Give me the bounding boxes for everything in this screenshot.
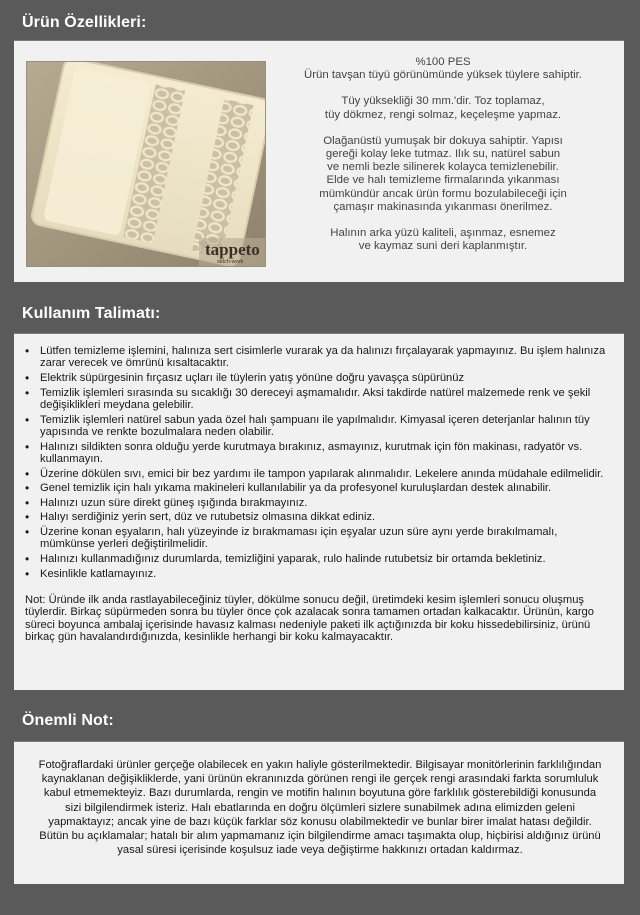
- list-item: • Lütfen temizleme işlemini, halınıza sert cisimlerle vurarak ya da halınızı fırçalayarak yapmayınız. Bu işlem halınıza zarar verecek ve ömrünü kısaltacaktır.: [25, 345, 615, 370]
- feature-paragraph: Olağanüstü yumuşak bir dokuya sahiptir. Yapısı gereği kolay leke tutmaz. Ilık su, natürel sabun ve nemli bezle silinerek kolayca temizlenebilir. Elde ve halı temizleme firmalarında yıkanması mümkündür ancak ürün formu bozulabileceği için çamaşır makinasında yıkanması önerilmez.: [319, 134, 567, 213]
- feature-paragraph: Tüy yüksekliği 30 mm.'dir. Toz toplamaz, tüy dökmez, rengi solmaz, keçeleşme yapmaz.: [324, 95, 562, 121]
- list-item: • Elektrik süpürgesinin fırçasız uçları ile tüylerin yatış yönüne doğru yavaşça süpürünüz: [25, 372, 615, 384]
- list-item: • Temizlik işlemleri natürel sabun yada özel halı şampuanı ile yapılmalıdır. Kimyasal içeren deterjanlar halının tüy yapısında ve renkte bozulmalara neden olabilir.: [25, 414, 615, 439]
- feature-paragraph: Halının arka yüzü kaliteli, aşınmaz, esnemez ve kaymaz suni deri kaplanmıştır.: [330, 227, 556, 253]
- list-item: • Temizlik işlemleri sırasında su sıcaklığı 30 dereceyi aşmamalıdır. Aksi takdirde natürel malzemede renk ve şekil değişiklikleri meydana gelebilir.: [25, 387, 615, 412]
- list-item: • Halınızı uzun süre direkt güneş ışığında bırakmayınız.: [25, 497, 615, 509]
- list-item: • Halıyı serdiğiniz yerin sert, düz ve rutubetsiz olmasına dikkat ediniz.: [25, 511, 615, 523]
- brand-logo-text: tappeto: [205, 240, 260, 259]
- list-item: • Halınızı kullanmadığınız durumlarda, temizliğini yaparak, rulo halinde rutubetsiz bir ortamda bekletiniz.: [25, 553, 615, 565]
- features-panel: [14, 40, 624, 282]
- list-item: • Kesinlikle katlamayınız.: [25, 568, 615, 580]
- important-heading: Önemli Not:: [22, 712, 114, 729]
- important-text: Fotoğraflardaki ürünler gerçeğe olabilecek en yakın haliyle gösterilmektedir. Bilgisayar monitörlerinin farklılığından kaynaklanan değişikliklerde, yani ürünün ekranınızda görünen rengi ile gerçek rengi arasındaki farkta sorumluluk kabul etmemekteyiz. Bazı durumlarda, rengin ve motifin halının boyutuna göre farklılık gösterebildiği konusunda sizi bilgilendirmek isteriz. Halı ebatlarında en doğru ölçümleri sizlere sunabilmek adına elimizden geleni yapmaktayız; ancak yine de bazı küçük farklar söz konusu olabilmektedir ve bunlar birer imalat hatası değildir. Bütün bu açıklamalar; hatalı bir alım yapmamanız için bilgilendirme amacı taşımakta olup, hiçbirisi aldığınız ürünü yasal süresi içerisinde koşulsuz iade veya değiştirme hakkınızı ortadan kaldırmaz.: [38, 759, 602, 857]
- usage-content: [25, 345, 615, 644]
- rug-product-image: [26, 61, 266, 267]
- important-panel: [14, 741, 624, 884]
- usage-heading: Kullanım Talimatı:: [22, 305, 161, 322]
- feature-paragraph: %100 PES Ürün tavşan tüyü görünümünde yüksek tüylere sahiptir.: [304, 56, 582, 82]
- list-item: • Halınızı sildikten sonra olduğu yerde kurutmaya bırakınız, asmayınız, kurutmak için fön makinası, radyatör vs. kullanmayın.: [25, 441, 615, 466]
- usage-note: Not: Üründe ilk anda rastlayabileceğiniz tüyler, dökülme sonucu değil, üretimdeki kesim işlemleri sonucu oluşmuş tüylerdir. Birkaç süpürmeden sonra bu tüyler önce çok azalacak sonra tamamen ortadan kalkacaktır. Ürünün, kargo süreci boyunca ambalaj içerisinde havasız kalması nedeniyle paketi ilk açtığınızda bir koku hissedebilirsiniz, ürünü birkaç gün havalandırdığınızda, kesinlikle herhangi bir koku kalmayacaktır.: [25, 593, 594, 644]
- features-text: [282, 56, 604, 266]
- list-item: • Genel temizlik için halı yıkama makineleri kullanılabilir ya da profesyonel kuruluşlardan destek alınabilir.: [25, 482, 615, 494]
- list-item: • Üzerine dökülen sıvı, emici bir bez yardımı ile tampon yapılarak alınmalıdır. Lekelere anında müdahale edilmelidir.: [25, 468, 615, 480]
- list-item: • Üzerine konan eşyaların, halı yüzeyinde iz bırakmaması için eşyalar uzun süre aynı yerde bırakılmamalı, mümkünse yerleri değiştirilmelidir.: [25, 526, 615, 551]
- features-heading: Ürün Özellikleri:: [22, 14, 147, 31]
- usage-list: [25, 345, 615, 580]
- brand-logo-subtext: stitch-work: [217, 259, 244, 265]
- usage-panel: [14, 333, 624, 690]
